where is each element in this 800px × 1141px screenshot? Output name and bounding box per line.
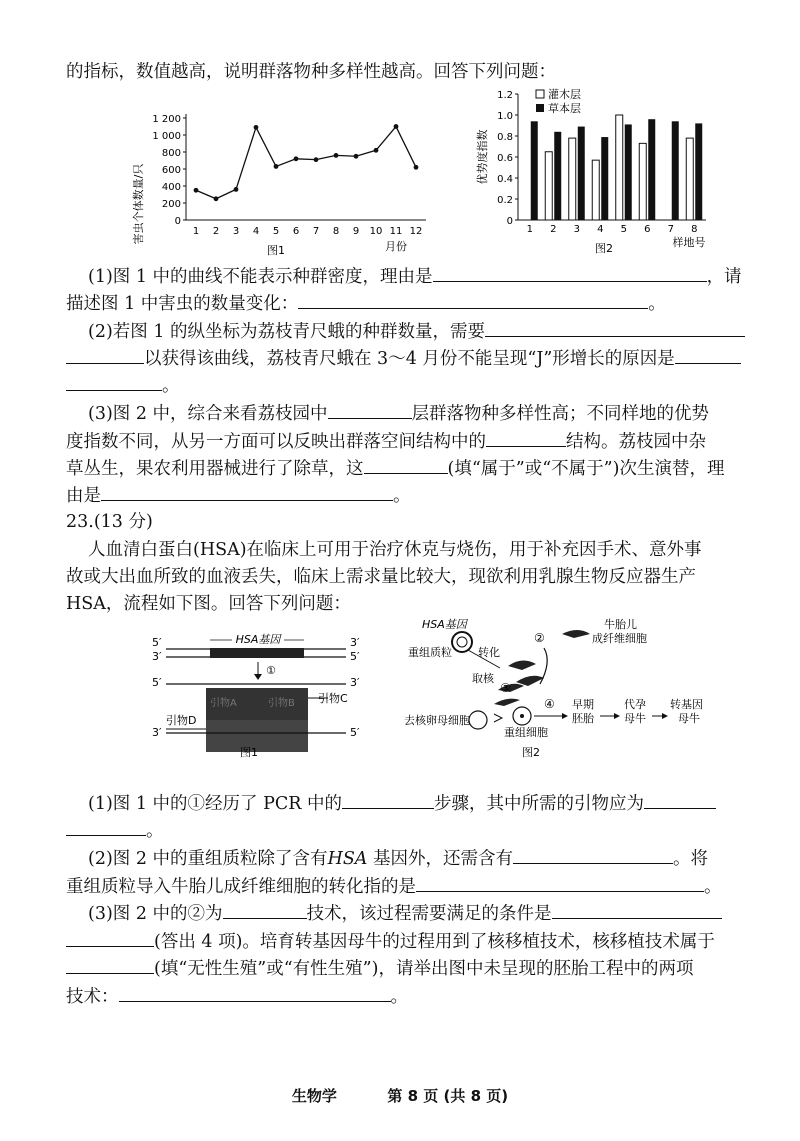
q22-p1-text-c: 描述图 1 中害虫的数量变化： [66,294,299,314]
egg-cell-icon [469,711,487,729]
plasmid-label: 重组质粒 [408,646,452,659]
recombinant-cell-label: 重组细胞 [504,726,548,739]
q23-intro-line3: HSA，流程如下图。回答下列问题： [66,594,351,614]
q23-p2-text-a: (2)图 2 中的重组质粒除了含有 [88,849,328,869]
fig1-data-point [354,154,359,159]
fig1-data-point [254,125,259,130]
label-3prime: 3′ [350,636,360,649]
intro-text: 的指标，数值越高，说明群落物种多样性越高。回答下列问题： [66,62,556,82]
q23-part1-line2 [66,817,164,843]
fig2-bar-shrub [639,143,646,220]
fig1-data-point [274,164,279,169]
q23-part3-line4 [66,983,408,1009]
hsa-gene-label: HSA基因 [422,618,467,631]
nucleus-label: 取核 [472,672,494,685]
fig1-x-tick-label: 8 [332,226,340,237]
q22-part1-line2 [66,290,666,316]
answer-blank[interactable] [66,372,162,391]
q23-p2-text-c: 。将 [673,849,709,869]
q22-p3-text-g: 由是 [66,486,101,506]
fig1-x-tick-label: 6 [292,226,300,237]
q23-part3-line2 [66,928,715,954]
primer-a-label: 引物A [210,698,237,709]
label-5prime: 5′ [152,636,162,649]
q22-part3-line3 [66,455,724,481]
surrogate-label-2: 母牛 [624,712,646,725]
fig1-x-tick-label: 11 [389,226,403,237]
fig2-bar-herb [578,127,585,220]
answer-blank[interactable] [364,455,448,474]
fig1-y-tick-label: 600 [161,165,181,176]
footer-page-number: 第 8 页 (共 8 页) [387,1087,509,1105]
fig1-y-tick-label: 1 000 [152,131,181,142]
fig2-bar-shrub [686,138,693,220]
fig1-data-point [334,153,339,158]
fig1-x-tick-label: 10 [369,226,383,237]
fig1-y-axis-label: 害虫个体数量/只 [132,163,145,245]
q22-p2-text-b: 以获得该曲线，荔枝青尺蛾在 3～4 月份不能呈现“J”形增长的原因是 [144,349,675,369]
fig1-x-tick-label: 1 [192,226,200,237]
fig1-series-line [196,127,416,199]
answer-blank[interactable] [66,955,154,974]
q22-part3-line4 [66,482,411,508]
label-3prime: 3′ [152,726,162,739]
fig1-x-tick-label: 3 [232,226,240,237]
fig1-x-tick-label: 5 [272,226,280,237]
fig1-data-point [394,124,399,129]
label-5prime: 5′ [152,676,162,689]
step-1-label: ① [266,664,276,677]
fig1-data-point [194,188,199,193]
fig2-y-tick-label: 1.0 [497,111,513,122]
q22-p2-text-c: 。 [162,376,180,396]
q22-p1-text-b: ，请 [706,267,742,287]
embryo-label-2: 胚胎 [572,712,594,725]
q22-part3-line1 [88,400,709,426]
answer-blank[interactable] [298,290,648,309]
answer-blank[interactable] [644,790,716,809]
q22-part2-line1 [88,318,745,344]
fig1-data-point [414,165,419,170]
fig2-x-tick-label: 8 [691,224,698,235]
fig1-y-tick-label: 800 [161,148,181,159]
q22-part2-line3 [66,372,180,398]
fig2-bar-shrub [592,160,599,220]
answer-blank[interactable] [675,345,741,364]
fig2-bar-herb [672,121,679,220]
answer-blank[interactable] [485,318,745,337]
q22-p3-text-a: (3)图 2 中，综合来看荔枝园中 [88,404,328,424]
fibroblast-cell-icon [516,676,544,686]
q23-p1-text-a: (1)图 1 中的①经历了 PCR 中的 [88,794,343,814]
label-5prime: 5′ [350,650,360,663]
q23-p2-text-b: 基因外，还需含有 [367,849,514,869]
label-3prime: 3′ [152,650,162,663]
answer-blank[interactable] [223,900,307,919]
transgenic-label-2: 母牛 [678,712,700,725]
q23-p3-text-c: (答出 4 项)。培育转基因母牛的过程用到了核移植技术，核移植技术属于 [154,932,715,952]
q23-p1-text-b: 步骤，其中所需的引物应为 [434,794,645,814]
answer-blank[interactable] [66,817,146,836]
q22-p3-text-e: 草丛生，果农利用器械进行了除草，这 [66,459,364,479]
fig1-x-tick-label: 7 [312,226,320,237]
fig2-bar-herb [601,137,608,220]
q22-part2-line2 [66,345,741,371]
q23-p3-text-d: (填“无性生殖”或“有性生殖”)，请举出图中未呈现的胚胎工程中的两项 [154,959,694,979]
fig2-bar-shrub [616,115,623,220]
q22-p3-text-h: 。 [393,486,411,506]
step-4-label: ④ [544,697,555,711]
fig2-x-tick-label: 1 [526,224,533,235]
step-3-label: ③ [500,681,511,695]
q22-p2-text-a: (2)若图 1 的纵坐标为荔枝青尺蛾的种群数量，需要 [88,322,486,342]
fig2-bar-herb [554,132,561,220]
fig1-y-tick-label: 0 [174,216,181,227]
fig2-y-tick-label: 0.6 [497,153,513,164]
answer-blank[interactable] [119,983,391,1002]
fig1-data-point [234,187,239,192]
q23-intro-line1: 人血清白蛋白(HSA)在临床上可用于治疗休克与烧伤，用于补充因手术、意外事 [88,540,702,560]
fibroblast-cell-icon [508,660,536,670]
answer-blank[interactable] [101,482,393,501]
fibroblast-cell-icon [562,630,590,638]
fig1-data-point [214,196,219,201]
q23-intro-line2: 故或大出血所致的血液丢失，临床上需求量比较大，现欲利用乳腺生物反应器生产 [66,567,696,587]
fig1-y-tick-label: 400 [161,182,181,193]
fig2-caption: 图2 [595,242,613,255]
fig2-y-tick-label: 0 [506,216,513,227]
egg-cell-label: 去核卵母细胞 [404,714,470,727]
transform-label: 转化 [478,646,500,659]
legend-label-shrub: 灌木层 [548,88,581,101]
nucleus-cell-icon [494,699,520,706]
q23-p3-text-f: 。 [390,987,408,1007]
q23-figure-2-flow-diagram [404,612,734,760]
fig1-data-point [374,148,379,153]
step-2-label: ② [534,631,545,645]
figure-2-bar-chart [470,82,720,260]
q23-p1-text-c: 。 [146,821,164,841]
fig2-x-tick-label: 7 [667,224,674,235]
answer-blank[interactable] [328,400,412,419]
gene-label: HSA基因 [235,633,281,646]
q22-p3-text-d: 结构。荔枝园中杂 [566,432,706,452]
fig1-y-tick-label: 200 [161,199,181,210]
fibroblast-label-1: 牛胎儿 [604,618,637,631]
figure-1-line-chart [128,104,440,264]
label-5prime: 5′ [350,726,360,739]
fig2-x-tick-label: 3 [573,224,580,235]
fibroblast-label-2: 成纤维细胞 [592,632,647,645]
fig2-bar-herb [695,123,702,220]
q23-part3-line1 [88,900,722,926]
fig2-bar-herb [625,124,632,220]
primer-b-label: 引物B [268,698,295,709]
fig2-y-tick-label: 0.4 [497,174,513,185]
fig2-bar-shrub [545,152,552,220]
fig2-y-tick-label: 1.2 [497,90,513,101]
q22-p1-text-d: 。 [648,294,666,314]
answer-blank[interactable] [416,873,704,892]
q22-part1-line1 [88,263,742,289]
q22-p1-text-a: (1)图 1 中的曲线不能表示种群密度，理由是 [88,267,433,287]
legend-swatch-herb [536,104,544,112]
fig2-x-tick-label: 4 [597,224,604,235]
legend-label-herb: 草本层 [548,102,581,115]
hsa-gene-segment [210,648,304,658]
q23-p2-text-d: 重组质粒导入牛胎儿成纤维细胞的转化指的是 [66,877,416,897]
q23-figure-1-pcr-diagram [150,632,380,760]
q23-part2-line1 [88,845,708,871]
answer-blank[interactable] [486,428,566,447]
q23-p3-text-a: (3)图 2 中的②为 [88,904,223,924]
primer-d-label: 引物D [166,714,197,727]
footer-subject: 生物学 [291,1087,337,1105]
q23-part1-line1 [88,790,716,816]
answer-blank[interactable] [66,345,144,364]
fig2-x-tick-label: 5 [620,224,627,235]
transgenic-label-1: 转基因 [670,698,703,711]
fig2-x-tick-label: 6 [644,224,651,235]
fig2-x-axis-label: 样地号 [672,236,706,249]
q23-heading: 23.(13 分) [66,512,153,532]
fig2-y-tick-label: 0.8 [497,132,513,143]
label-3prime: 3′ [350,676,360,689]
fig2-bar-herb [531,121,538,220]
embryo-label-1: 早期 [572,698,594,711]
fig1-caption: 图1 [267,244,285,257]
fig2-y-axis-label: 优势度指数 [476,129,489,185]
fig1-data-point [314,157,319,162]
legend-swatch-shrub [536,90,544,98]
q23-p3-text-e: 技术： [66,987,119,1007]
q23-fig2-caption: 图2 [522,746,540,759]
page-footer [0,1085,800,1106]
fig1-y-tick-label: 1 200 [152,114,181,125]
fig1-x-tick-label: 9 [352,226,360,237]
q23-p2-gene: HSA [327,849,368,869]
answer-blank[interactable] [66,928,154,947]
q22-p3-text-c: 度指数不同，从另一方面可以反映出群落空间结构中的 [66,432,486,452]
fig1-x-axis-label: 月份 [385,240,407,253]
q23-p2-text-e: 。 [704,877,722,897]
q22-part3-line2 [66,428,706,454]
fig1-x-tick-label: 2 [212,226,220,237]
answer-blank[interactable] [513,845,673,864]
q22-p3-text-f: (填“属于”或“不属于”)次生演替，理 [447,459,725,479]
fig2-bar-shrub [569,138,576,220]
q23-part3-line3 [66,955,693,981]
fig2-x-tick-label: 2 [550,224,557,235]
q23-part2-line2 [66,873,722,899]
fig2-y-tick-label: 0.2 [497,195,513,206]
q23-fig1-caption: 图1 [240,746,258,759]
answer-blank[interactable] [342,790,434,809]
fig1-data-point [294,156,299,161]
q22-p3-text-b: 层群落物种多样性高；不同样地的优势 [411,404,710,424]
answer-blank[interactable] [433,263,707,282]
answer-blank[interactable] [552,900,722,919]
q23-p3-text-b: 技术，该过程需要满足的条件是 [306,904,552,924]
primer-c-label: 引物C [318,692,348,705]
fig1-x-tick-label: 12 [409,226,423,237]
fig2-bar-herb [648,119,655,220]
surrogate-label-1: 代孕 [624,698,646,711]
fig1-x-tick-label: 4 [252,226,260,237]
